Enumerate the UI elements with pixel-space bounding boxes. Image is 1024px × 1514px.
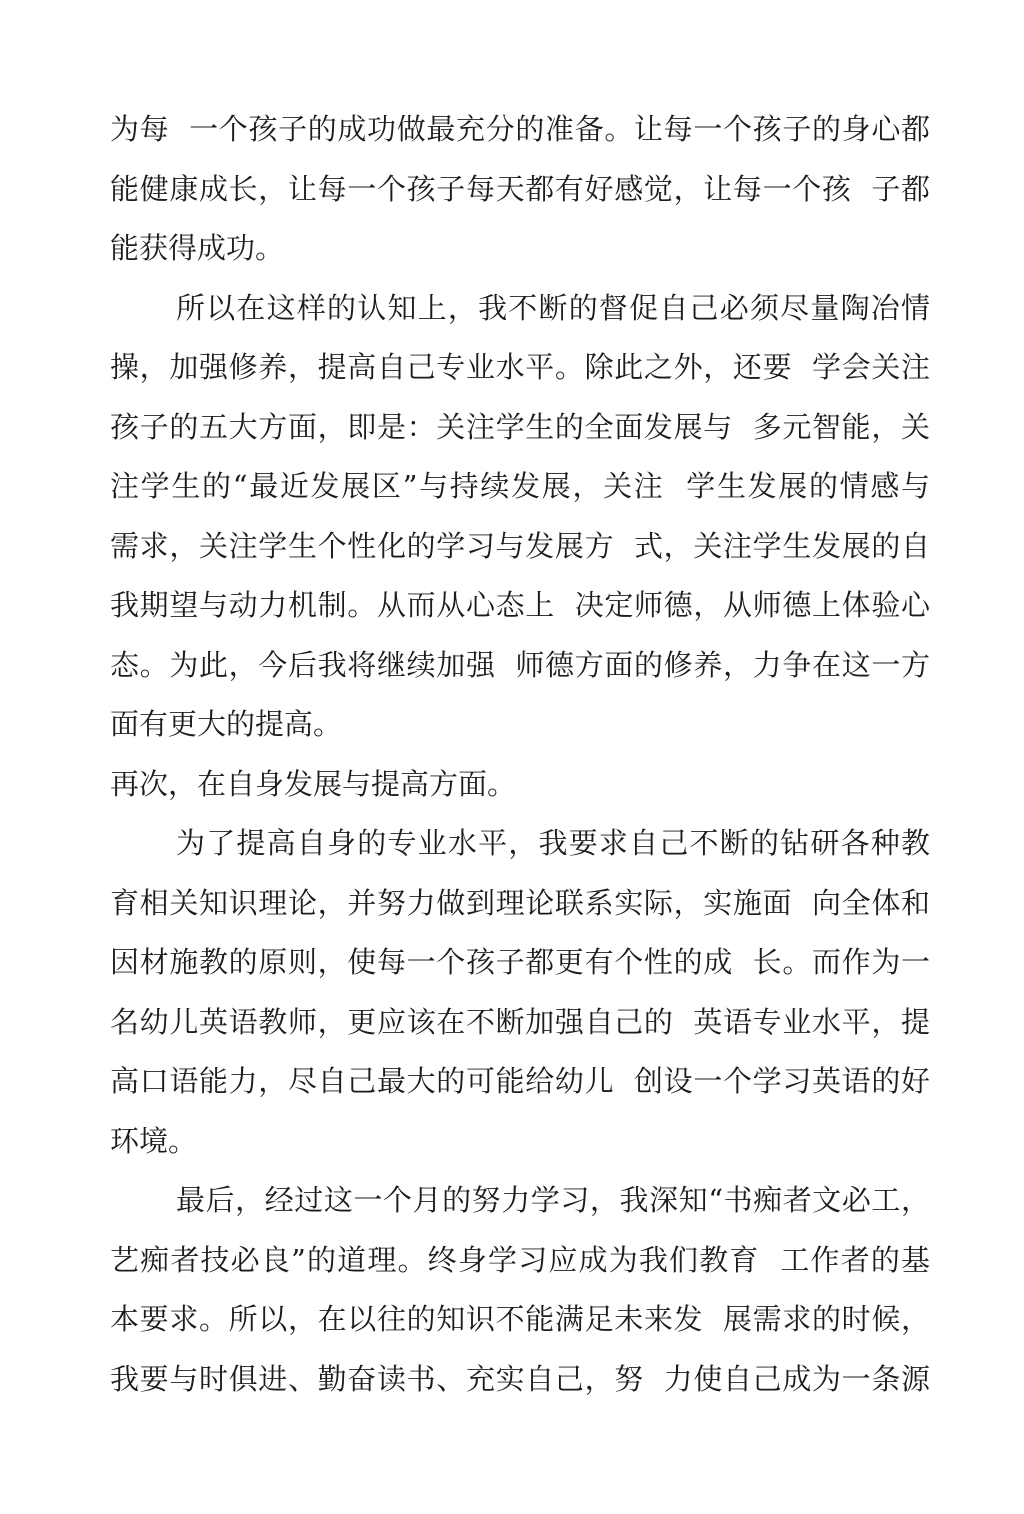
text-line: 最后，经过这一个月的努力学习，我深知“书痴者文必工， (176, 1183, 930, 1217)
text-line: 育相关知识理论，并努力做到理论联系实际，实施面 向全体和 (110, 885, 930, 920)
text-line: 面有更大的提高。 (110, 707, 343, 741)
text-line: 再次，在自身发展与提高方面。 (110, 766, 517, 801)
body-text (110, 100, 930, 1409)
text-line: 因材施教的原则，使每一个孩子都更有个性的成 长。而作为一 (110, 945, 930, 979)
text-line: 高口语能力，尽自己最大的可能给幼儿 创设一个学习英语的好 (110, 1064, 930, 1098)
text-line: 艺痴者技必良”的道理。终身学习应成为我们教育 工作者的基 (110, 1242, 930, 1277)
text-line: 我期望与动力机制。从而从心态上 决定师德，从师德上体验心 (110, 588, 930, 622)
text-line: 能获得成功。 (110, 231, 285, 265)
text-line: 注学生的“最近发展区”与持续发展，关注 学生发展的情感与 (110, 469, 930, 503)
text-line: 为每 一个孩子的成功做最充分的准备。让每一个孩子的身心都 (110, 112, 930, 146)
text-line: 操，加强修养，提高自己专业水平。除此之外，还要 学会关注 (110, 350, 930, 384)
text-line: 本要求。所以，在以往的知识不能满足未来发 展需求的时候， (110, 1302, 930, 1336)
text-line: 能健康成长，让每一个孩子每天都有好感觉，让每一个孩 子都 (110, 171, 930, 206)
text-line: 名幼儿英语教师，更应该在不断加强自己的 英语专业水平，提 (110, 1004, 930, 1039)
text-line: 环境。 (110, 1123, 198, 1158)
text-line: 态。为此，今后我将继续加强 师德方面的修养，力争在这一方 (110, 647, 930, 682)
text-line: 我要与时俱进、勤奋读书、充实自己，努 力使自己成为一条源 (110, 1361, 930, 1396)
text-line: 所以在这样的认知上，我不断的督促自己必须尽量陶冶情 (176, 290, 930, 325)
text-line: 为了提高自身的专业水平，我要求自己不断的钻研各种教 (176, 826, 930, 860)
text-line: 孩子的五大方面，即是：关注学生的全面发展与 多元智能，关 (110, 409, 930, 444)
text-line: 需求，关注学生个性化的学习与发展方 式，关注学生发展的自 (110, 528, 930, 563)
